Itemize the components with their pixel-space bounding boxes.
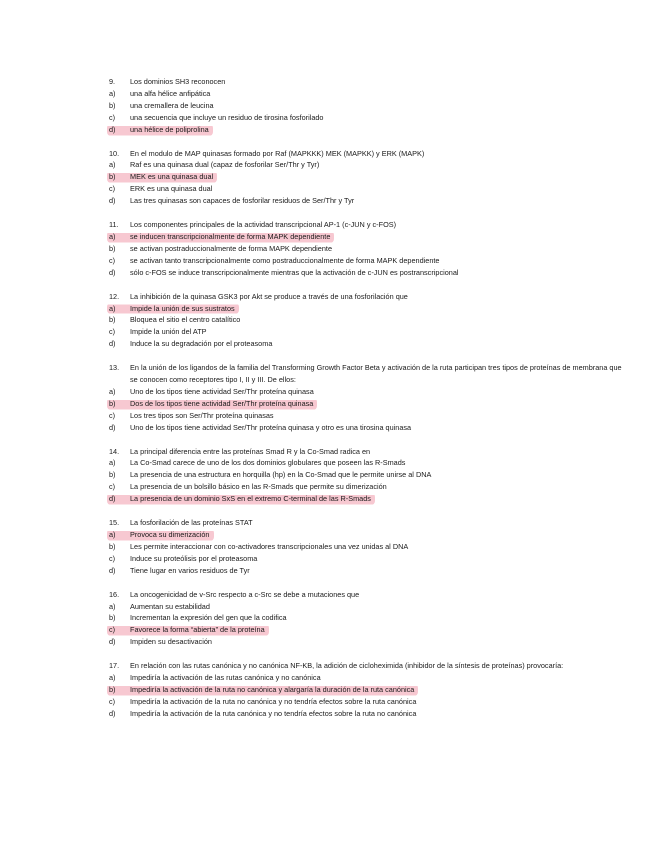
option-text: Tiene lugar en varios residuos de Tyr: [130, 565, 250, 575]
option-text: Impide la unión de sus sustratos: [130, 303, 235, 313]
question-stem: [109, 589, 629, 601]
answer-option-selected: [107, 493, 375, 505]
answer-option: [109, 457, 629, 469]
question-number: 15.: [109, 518, 120, 528]
option-label: b): [109, 684, 116, 694]
option-label: a): [109, 303, 116, 313]
option-label: a): [109, 386, 116, 396]
answer-option: [109, 243, 629, 255]
question-block: [109, 219, 629, 279]
option-text: Raf es una quinasa dual (capaz de fosforilar Ser/Thr y Tyr): [130, 160, 320, 170]
option-text: Favorece la forma “abierta” de la proteína: [130, 625, 265, 635]
question-stem: [109, 517, 629, 529]
question-stem: [109, 362, 629, 386]
option-text: Bloquea el sitio el centro catalítico: [130, 315, 241, 325]
answer-option-selected: [107, 398, 317, 410]
answer-option-selected: [107, 171, 217, 183]
question-block: [109, 660, 629, 720]
answer-option: [109, 696, 629, 708]
question-text: La fosforilación de las proteínas STAT: [130, 518, 253, 528]
option-label: d): [109, 565, 116, 575]
option-text: Impediría la activación de las rutas canónica y no canónica: [130, 673, 321, 683]
answer-option: [109, 541, 629, 553]
question-number: 12.: [109, 291, 120, 301]
option-text: La presencia de un bolsillo básico en las R-Smads que permite su dimerización: [130, 482, 387, 492]
option-text: Impediría la activación de la ruta canónica y no tendría efectos sobre la ruta no canónica: [130, 708, 417, 718]
option-text: una alfa hélice anfipática: [130, 88, 211, 98]
answer-option: [109, 469, 629, 481]
option-text: sólo c-FOS se induce transcripcionalmente mientras que la activación de c-JUN es postranscripcional: [130, 267, 459, 277]
option-label: d): [109, 267, 116, 277]
option-label: c): [109, 696, 116, 706]
answer-option: [109, 422, 629, 434]
answer-option: [109, 326, 629, 338]
option-text: Las tres quinasas son capaces de fosforilar residuos de Ser/Thr y Tyr: [130, 196, 355, 206]
option-label: c): [109, 625, 116, 635]
answer-option: [109, 183, 629, 195]
option-label: a): [109, 231, 116, 241]
question-stem: [109, 660, 629, 672]
question-stem: [109, 76, 629, 88]
option-text: Impediría la activación de la ruta no canónica y no tendría efectos sobre la ruta canónica: [130, 696, 417, 706]
option-text: MEK es una quinasa dual: [130, 172, 214, 182]
option-label: d): [109, 124, 116, 134]
option-text: Les permite interaccionar con co-activadores transcripcionales una vez unidas al DNA: [130, 541, 409, 551]
question-text: La principal diferencia entre las proteínas Smad R y la Co-Smad radica en: [130, 446, 371, 456]
question-text: Los componentes principales de la actividad transcripcional AP-1 (c-JUN y c-FOS): [130, 220, 397, 230]
option-text: La presencia de una estructura en horquilla (hp) en la Co-Smad que le permite unirse al DNA: [130, 470, 432, 480]
option-text: Provoca su dimerización: [130, 530, 210, 539]
option-label: b): [109, 470, 116, 480]
option-label: c): [109, 184, 116, 194]
answer-option: [109, 601, 629, 613]
option-text: una hélice de poliprolina: [130, 124, 209, 134]
question-text: En el modulo de MAP quinasas formado por Raf (MAPKKK) MEK (MAPKK) y ERK (MAPK): [130, 148, 425, 158]
question-stem: [109, 446, 629, 458]
question-block: [109, 76, 629, 136]
option-label: b): [109, 541, 116, 551]
option-text: Aumentan su estabilidad: [130, 601, 210, 611]
option-label: b): [109, 243, 116, 253]
option-label: d): [109, 422, 116, 432]
option-label: c): [109, 112, 116, 122]
option-label: c): [109, 327, 116, 337]
option-label: c): [109, 553, 116, 563]
option-label: d): [109, 708, 116, 718]
question-number: 10.: [109, 148, 120, 158]
answer-option: [109, 386, 629, 398]
option-text: Uno de los tipos tiene actividad Ser/Thr proteína quinasa: [130, 386, 314, 396]
question-block: [109, 589, 629, 649]
question-text: La inhibición de la quinasa GSK3 por Akt se produce a través de una fosforilación que: [130, 291, 408, 301]
option-label: a): [109, 160, 116, 170]
option-text: Dos de los tipos tiene actividad Ser/Thr proteína quinasa: [130, 398, 314, 408]
option-label: a): [109, 601, 116, 611]
option-text: se activan tanto transcripcionalmente como postraduccionalmente de forma MAPK dependiente: [130, 255, 440, 265]
answer-option: [109, 112, 629, 124]
option-text: se inducen transcripcionalmente de forma MAPK dependiente: [130, 231, 331, 241]
option-label: d): [109, 494, 116, 504]
answer-option-selected: [107, 124, 213, 136]
question-text: En la unión de los ligandos de la familia del Transforming Growth Factor Beta y activación de la ruta participan tres tipos de proteínas de membrana que se conocen como receptores tipo I, II y III. De ellos:: [130, 363, 622, 385]
question-block: [109, 446, 629, 506]
option-text: Induce la su degradación por el proteasoma: [130, 339, 273, 349]
question-text: Los dominios SH3 reconocen: [130, 77, 226, 86]
answer-option: [109, 672, 629, 684]
question-number: 14.: [109, 446, 120, 456]
option-label: c): [109, 255, 116, 265]
question-number: 9.: [109, 77, 116, 86]
answer-option: [109, 314, 629, 326]
option-label: d): [109, 196, 116, 206]
answer-option: [109, 410, 629, 422]
answer-option: [109, 553, 629, 565]
question-number: 16.: [109, 589, 120, 599]
option-label: b): [109, 613, 116, 623]
option-label: b): [109, 315, 116, 325]
answer-option: [109, 565, 629, 577]
option-text: se activan postraduccionalmente de forma MAPK dependiente: [130, 243, 333, 253]
answer-option: [109, 88, 629, 100]
question-block: [109, 291, 629, 351]
question-text: La oncogenicidad de v-Src respecto a c-Src se debe a mutaciones que: [130, 589, 360, 599]
question-stem: [109, 148, 629, 160]
answer-option: [109, 612, 629, 624]
answer-option: [109, 338, 629, 350]
question-block: [109, 517, 629, 577]
answer-option-selected: [107, 624, 269, 636]
option-text: Incrementan la expresión del gen que la codifica: [130, 613, 287, 623]
option-text: una cremallera de leucina: [130, 100, 214, 110]
question-number: 13.: [109, 363, 120, 373]
answer-option: [109, 481, 629, 493]
option-label: b): [109, 100, 116, 110]
answer-option-selected: [107, 231, 334, 243]
option-text: Los tres tipos son Ser/Thr proteína quinasas: [130, 410, 274, 420]
option-label: a): [109, 530, 116, 539]
option-label: b): [109, 172, 116, 182]
option-text: Induce su proteólisis por el proteasoma: [130, 553, 258, 563]
question-list: [109, 76, 629, 732]
question-block: [109, 362, 629, 433]
option-text: Impiden su desactivación: [130, 637, 212, 647]
option-label: d): [109, 637, 116, 647]
option-label: d): [109, 339, 116, 349]
answer-option-selected: [107, 684, 418, 696]
option-text: Impediría la activación de la ruta no canónica y alargaría la duración de la ruta canónica: [130, 684, 415, 694]
option-label: c): [109, 482, 116, 492]
answer-option: [109, 708, 629, 720]
option-text: una secuencia que incluye un residuo de tirosina fosforilado: [130, 112, 324, 122]
answer-option: [109, 159, 629, 171]
question-number: 17.: [109, 661, 120, 671]
option-text: La presencia de un dominio SxS en el extremo C-terminal de las R-Smads: [130, 494, 371, 504]
answer-option: [109, 100, 629, 112]
answer-option: [109, 255, 629, 267]
option-text: La Co-Smad carece de uno de los dos dominios globulares que poseen las R-Smads: [130, 458, 406, 468]
option-label: c): [109, 410, 116, 420]
answer-option-selected: [107, 529, 214, 541]
question-text: En relación con las rutas canónica y no canónica NF-KB, la adición de cicloheximida (inhibidor de la síntesis de proteínas) provocaría:: [130, 661, 564, 671]
option-text: Uno de los tipos tiene actividad Ser/Thr proteína quinasa y otro es una tirosina quinasa: [130, 422, 412, 432]
option-text: ERK es una quinasa dual: [130, 184, 213, 194]
option-label: b): [109, 398, 116, 408]
option-label: a): [109, 673, 116, 683]
question-stem: [109, 291, 629, 303]
answer-option: [109, 636, 629, 648]
question-number: 11.: [109, 220, 119, 230]
answer-option-selected: [107, 303, 239, 315]
question-block: [109, 148, 629, 208]
answer-option: [109, 267, 629, 279]
option-label: a): [109, 88, 116, 98]
option-text: Impide la unión del ATP: [130, 327, 207, 337]
question-stem: [109, 219, 629, 231]
answer-option: [109, 195, 629, 207]
option-label: a): [109, 458, 116, 468]
